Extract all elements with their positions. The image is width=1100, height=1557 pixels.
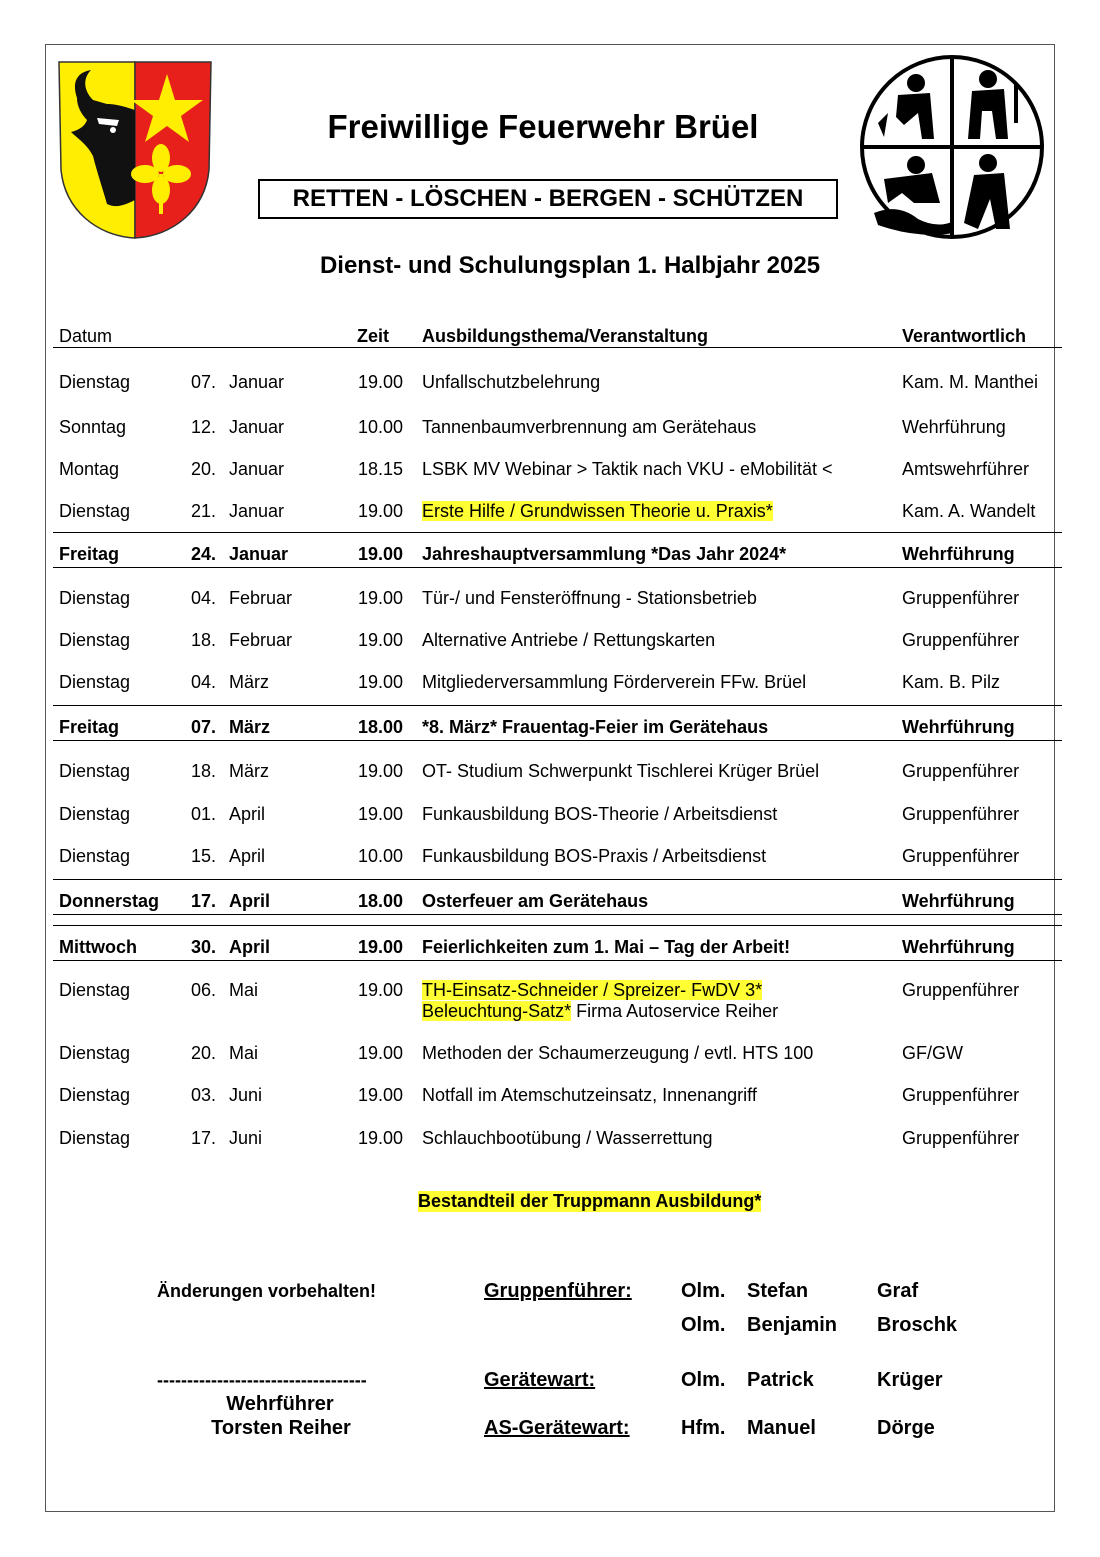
row-topic: Notfall im Atemschutzeinsatz, Innenangriff xyxy=(422,1085,757,1105)
row-topic: Methoden der Schaumerzeugung / evtl. HTS 100 xyxy=(422,1043,814,1063)
row-responsible: Kam. A. Wandelt xyxy=(902,501,1036,521)
row-month: Mai xyxy=(229,980,259,1000)
row-date-number: 07. xyxy=(191,717,217,737)
row-date-number: 04. xyxy=(191,588,217,608)
row-topic-line2: Beleuchtung-Satz* Firma Autoservice Reiher xyxy=(422,1001,779,1021)
row-responsible: Gruppenführer xyxy=(902,804,1020,824)
row-time: 18.00 xyxy=(358,717,404,737)
row-month: April xyxy=(229,846,266,866)
row-day: Mittwoch xyxy=(59,937,137,957)
row-responsible: Kam. M. Manthei xyxy=(902,372,1039,392)
staff-first-name: Stefan xyxy=(747,1280,809,1302)
row-day: Dienstag xyxy=(59,672,131,692)
row-time: 19.00 xyxy=(358,588,404,608)
header-date: Datum xyxy=(59,326,113,346)
row-topic: Mitgliederversammlung Förderverein FFw. Brüel xyxy=(422,672,807,692)
row-day: Freitag xyxy=(59,717,120,737)
changes-reserved: Änderungen vorbehalten! xyxy=(157,1281,377,1301)
row-day: Dienstag xyxy=(59,372,131,392)
row-topic: LSBK MV Webinar > Taktik nach VKU - eMobilität < xyxy=(422,459,833,479)
row-date-number: 06. xyxy=(191,980,217,1000)
row-date-number: 18. xyxy=(191,630,217,650)
row-responsible: Wehrführung xyxy=(902,937,1015,957)
staff-rank: Olm. xyxy=(681,1369,726,1391)
row-day: Donnerstag xyxy=(59,891,160,911)
row-month: April xyxy=(229,891,271,911)
row-day: Dienstag xyxy=(59,630,131,650)
row-topic: Unfallschutzbelehrung xyxy=(422,372,601,392)
row-day: Dienstag xyxy=(59,804,131,824)
row-responsible: Gruppenführer xyxy=(902,588,1020,608)
row-time: 19.00 xyxy=(358,544,404,564)
row-time: 19.00 xyxy=(358,937,404,957)
row-time: 19.00 xyxy=(358,804,404,824)
row-responsible: Kam. B. Pilz xyxy=(902,672,1001,692)
staff-last-name: Krüger xyxy=(877,1369,943,1391)
row-month: Januar xyxy=(229,372,285,392)
row-responsible: Gruppenführer xyxy=(902,761,1020,781)
row-date-number: 03. xyxy=(191,1085,217,1105)
signature-name: Torsten Reiher xyxy=(211,1417,351,1439)
row-time: 19.00 xyxy=(358,672,404,692)
row-day: Dienstag xyxy=(59,501,131,521)
row-topic: Tannenbaumverbrennung am Gerätehaus xyxy=(422,417,757,437)
row-date-number: 15. xyxy=(191,846,217,866)
row-topic: *8. März* Frauentag-Feier im Gerätehaus xyxy=(422,717,769,737)
row-month: Juni xyxy=(229,1085,263,1105)
row-date-number: 24. xyxy=(191,544,217,564)
row-topic: Alternative Antriebe / Rettungskarten xyxy=(422,630,716,650)
row-date-number: 20. xyxy=(191,459,217,479)
row-month: März xyxy=(229,761,269,781)
row-responsible: Wehrführung xyxy=(902,544,1015,564)
row-time: 19.00 xyxy=(358,1128,404,1148)
coat-of-arms-logo xyxy=(57,60,213,240)
page-title: Freiwillige Feuerwehr Brüel xyxy=(327,108,759,145)
staff-first-name: Patrick xyxy=(747,1369,814,1391)
staff-rank: Olm. xyxy=(681,1280,726,1302)
row-topic: Funkausbildung BOS-Theorie / Arbeitsdienst xyxy=(422,804,778,824)
row-time: 19.00 xyxy=(358,501,404,521)
row-responsible: GF/GW xyxy=(902,1043,963,1063)
row-month: Juni xyxy=(229,1128,263,1148)
row-topic: Erste Hilfe / Grundwissen Theorie u. Praxis* xyxy=(422,501,773,521)
row-time: 19.00 xyxy=(358,630,404,650)
row-responsible: Wehrführung xyxy=(902,717,1015,737)
row-day: Dienstag xyxy=(59,1085,131,1105)
row-topic: TH-Einsatz-Schneider / Spreizer- FwDV 3* xyxy=(422,980,763,1000)
row-month: April xyxy=(229,804,266,824)
motto-box: RETTEN - LÖSCHEN - BERGEN - SCHÜTZEN xyxy=(258,179,838,219)
header-topic: Ausbildungsthema/Veranstaltung xyxy=(422,326,709,346)
row-topic: Tür-/ und Fensteröffnung - Stationsbetrieb xyxy=(422,588,757,608)
row-date-number: 04. xyxy=(191,672,217,692)
row-time: 10.00 xyxy=(358,417,404,437)
row-date-number: 01. xyxy=(191,804,217,824)
row-responsible: Gruppenführer xyxy=(902,1085,1020,1105)
header-rule xyxy=(53,347,1062,348)
staff-last-name: Dörge xyxy=(877,1417,935,1439)
row-topic: Funkausbildung BOS-Praxis / Arbeitsdienst xyxy=(422,846,767,866)
row-topic: OT- Studium Schwerpunkt Tischlerei Krüger Brüel xyxy=(422,761,820,781)
row-month: Januar xyxy=(229,417,285,437)
row-time: 19.00 xyxy=(358,980,404,1000)
row-time: 10.00 xyxy=(358,846,404,866)
row-day: Dienstag xyxy=(59,980,131,1000)
row-time: 19.00 xyxy=(358,372,404,392)
row-date-number: 18. xyxy=(191,761,217,781)
row-day: Sonntag xyxy=(59,417,127,437)
staff-last-name: Graf xyxy=(877,1280,919,1302)
row-date-number: 17. xyxy=(191,1128,217,1148)
row-month: Februar xyxy=(229,588,293,608)
header-responsible: Verantwortlich xyxy=(902,326,1027,346)
header-time: Zeit xyxy=(357,326,390,346)
row-topic: Osterfeuer am Gerätehaus xyxy=(422,891,649,911)
row-date-number: 17. xyxy=(191,891,217,911)
row-time: 19.00 xyxy=(358,761,404,781)
row-responsible: Gruppenführer xyxy=(902,1128,1020,1148)
staff-rank: Hfm. xyxy=(681,1417,726,1439)
signature-role: Wehrführer xyxy=(226,1393,334,1415)
row-responsible: Wehrführung xyxy=(902,417,1006,437)
staff-last-name: Broschk xyxy=(877,1314,958,1336)
row-month: März xyxy=(229,672,269,692)
row-day: Dienstag xyxy=(59,846,131,866)
row-day: Dienstag xyxy=(59,1128,131,1148)
staff-rank: Olm. xyxy=(681,1314,726,1336)
row-time: 19.00 xyxy=(358,1043,404,1063)
row-responsible: Wehrführung xyxy=(902,891,1015,911)
row-responsible: Gruppenführer xyxy=(902,630,1020,650)
row-time: 18.15 xyxy=(358,459,404,479)
row-day: Dienstag xyxy=(59,761,131,781)
row-date-number: 21. xyxy=(191,501,217,521)
staff-role: Gruppenführer: xyxy=(484,1280,632,1302)
row-date-number: 20. xyxy=(191,1043,217,1063)
row-month: Januar xyxy=(229,544,289,564)
row-topic: Jahreshauptversammlung *Das Jahr 2024* xyxy=(422,544,787,564)
row-topic: Feierlichkeiten zum 1. Mai – Tag der Arbeit! xyxy=(422,937,791,957)
fire-brigade-emblem xyxy=(858,53,1046,241)
row-time: 19.00 xyxy=(358,1085,404,1105)
row-month: Mai xyxy=(229,1043,259,1063)
highlight-note: Bestandteil der Truppmann Ausbildung* xyxy=(418,1191,762,1211)
row-month: März xyxy=(229,717,271,737)
signature-line: ----------------------------------- xyxy=(157,1370,367,1390)
staff-first-name: Benjamin xyxy=(747,1314,838,1336)
staff-role: Gerätewart: xyxy=(484,1369,596,1391)
row-day: Dienstag xyxy=(59,1043,131,1063)
row-responsible: Gruppenführer xyxy=(902,846,1020,866)
row-date-number: 12. xyxy=(191,417,217,437)
page-subtitle: Dienst- und Schulungsplan 1. Halbjahr 2025 xyxy=(319,252,821,279)
row-month: Januar xyxy=(229,501,285,521)
staff-first-name: Manuel xyxy=(747,1417,816,1439)
row-topic: Schlauchbootübung / Wasserrettung xyxy=(422,1128,713,1148)
row-day: Dienstag xyxy=(59,588,131,608)
row-responsible: Amtswehrführer xyxy=(902,459,1030,479)
row-month: April xyxy=(229,937,271,957)
row-day: Freitag xyxy=(59,544,120,564)
row-date-number: 07. xyxy=(191,372,217,392)
staff-role: AS-Gerätewart: xyxy=(484,1417,630,1439)
row-day: Montag xyxy=(59,459,120,479)
row-time: 18.00 xyxy=(358,891,404,911)
row-responsible: Gruppenführer xyxy=(902,980,1020,1000)
row-month: Februar xyxy=(229,630,293,650)
row-date-number: 30. xyxy=(191,937,217,957)
row-month: Januar xyxy=(229,459,285,479)
